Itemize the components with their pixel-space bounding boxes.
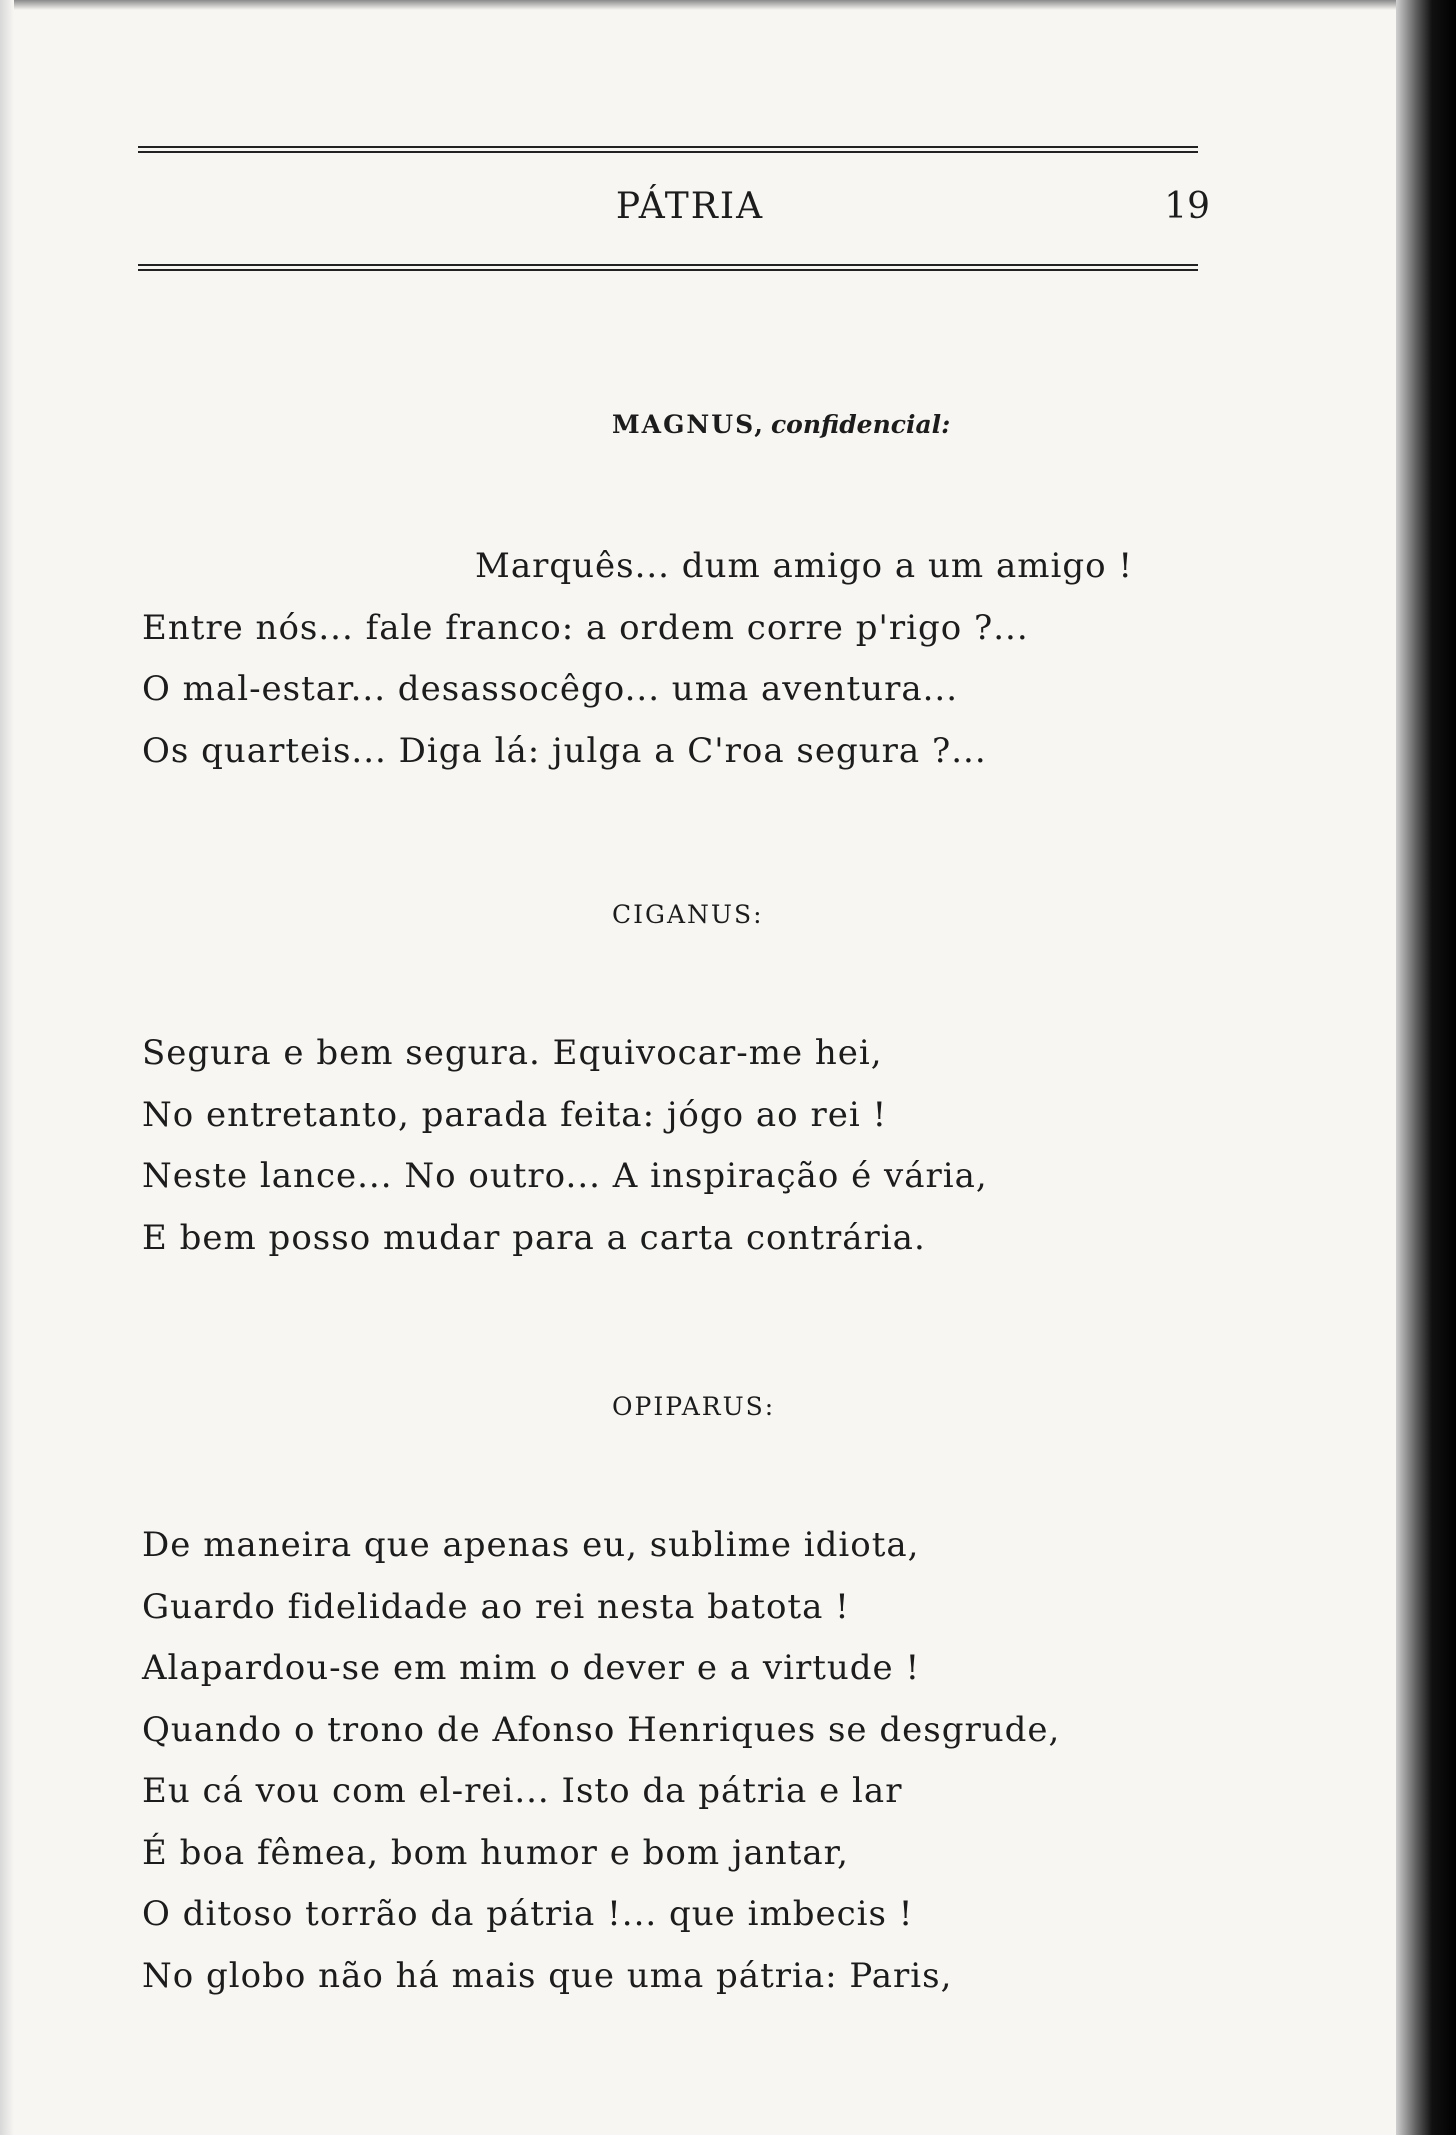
header-rule-top: [138, 146, 1198, 153]
book-binding-shadow: [1396, 0, 1456, 2135]
verse-line: No entretanto, parada feita: jógo ao rei !: [142, 1094, 888, 1135]
verse-line: É boa fêmea, bom humor e bom jantar,: [142, 1832, 849, 1873]
speaker-name: OPIPARUS:: [612, 1392, 776, 1421]
verse-line: O mal-estar... desassocêgo... uma aventura...: [142, 669, 959, 709]
verse-line: Neste lance... No outro... A inspiração é vária,: [142, 1156, 988, 1196]
verse-line: Marquês... dum amigo a um amigo !: [475, 546, 1134, 586]
verse-line: Eu cá vou com el-rei... Isto da pátria e lar: [142, 1771, 903, 1811]
scan-left-edge: [0, 0, 14, 2135]
verse-line: Quando o trono de Afonso Henriques se desgrude,: [142, 1709, 1061, 1750]
verse-line: Guardo fidelidade ao rei nesta batota !: [142, 1586, 850, 1627]
speaker-heading-ciganus: [612, 900, 912, 929]
verse-stanza-magnus: [142, 536, 1142, 782]
verse-line: Segura e bem segura. Equivocar-me hei,: [142, 1033, 883, 1073]
verse-line: E bem posso mudar para a carta contrária.: [142, 1217, 926, 1258]
stage-direction: confidencial:: [770, 410, 951, 439]
header-rule-bottom: [138, 264, 1198, 271]
verse-line: O ditoso torrão da pátria !... que imbecis !: [142, 1894, 914, 1934]
speaker-heading-magnus: [612, 410, 992, 439]
verse-stanza-ciganus: [142, 1023, 1142, 1269]
verse-line: De maneira que apenas eu, sublime idiota,: [142, 1525, 920, 1565]
verse-line: Os quarteis... Diga lá: julga a C'roa segura ?...: [142, 730, 987, 771]
page-number: 19: [1164, 186, 1210, 227]
scan-top-edge: [0, 0, 1456, 10]
speaker-name: CIGANUS:: [612, 900, 764, 929]
verse-line: Alapardou-se em mim o dever e a virtude !: [142, 1648, 921, 1688]
running-title: PÁTRIA: [615, 186, 765, 227]
verse-stanza-opiparus: [142, 1515, 1142, 2007]
verse-line: Entre nós... fale franco: a ordem corre p'rigo ?...: [142, 607, 1029, 648]
verse-line: No globo não há mais que uma pátria: Paris,: [142, 1955, 953, 1996]
speaker-name: MAGNUS,: [612, 410, 765, 439]
speaker-heading-opiparus: [612, 1392, 912, 1421]
